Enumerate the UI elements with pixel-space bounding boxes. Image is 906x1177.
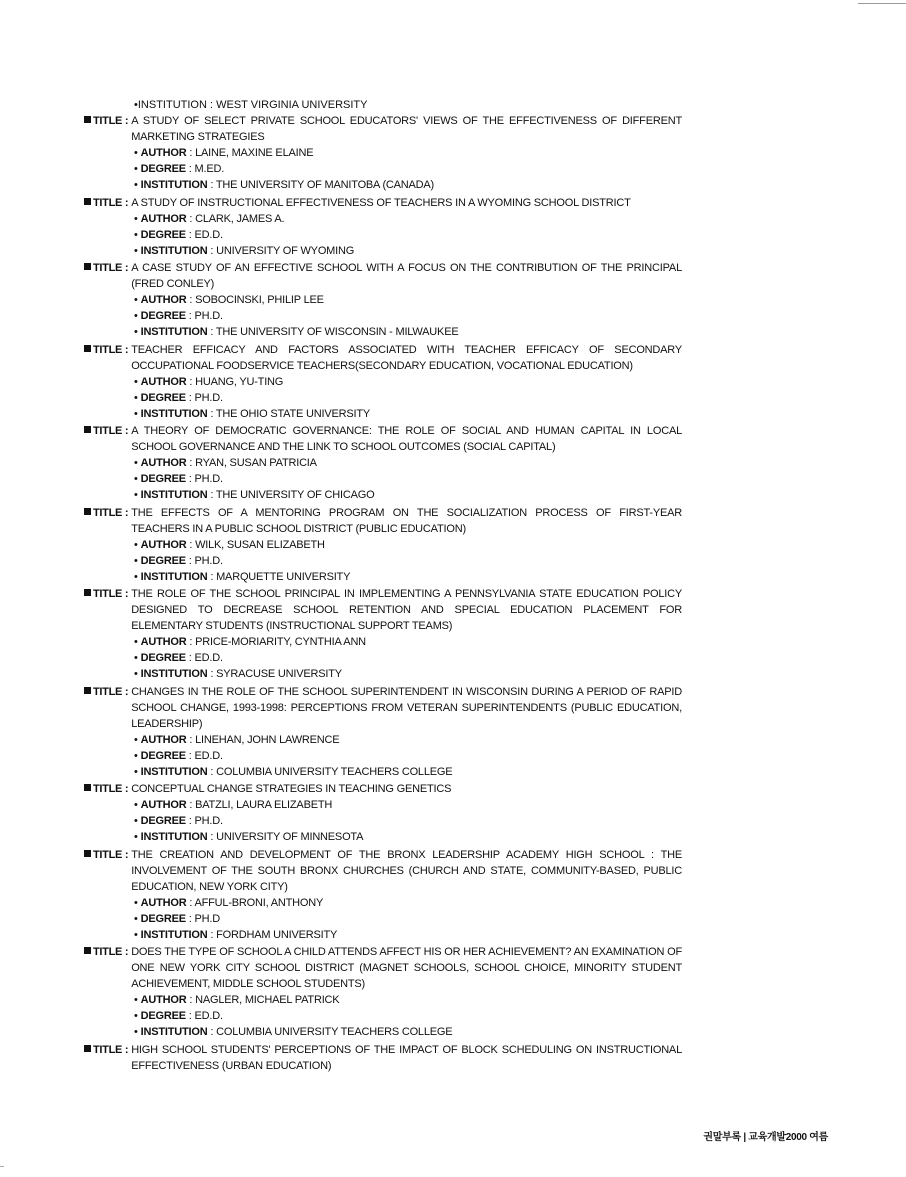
field-separator: : — [185, 749, 195, 762]
square-bullet-icon — [84, 345, 91, 352]
title-text: DOES THE TYPE OF SCHOOL A CHILD ATTENDS AFFECT HIS OR HER ACHIEVEMENT? AN EXAMINATION OF ONE NEW YORK CITY SCHOOL DISTRICT (MAGNET SCHOOLS, SCHOOL CHOICE, MINORITY STUDENT ACHIEVEMENT, MIDDLE SCHOOL STUDENTS) — [131, 946, 682, 990]
field-label: DEGREE — [140, 749, 186, 762]
degree-field — [84, 471, 682, 487]
dissertation-entry — [84, 423, 682, 503]
title-label-text: TITLE — [93, 262, 123, 274]
institution-field — [84, 243, 682, 259]
field-label: INSTITUTION — [140, 326, 208, 338]
field-value: WEST VIRGINIA UNIVERSITY — [216, 99, 368, 111]
bullet-icon: • — [134, 554, 138, 567]
author-field — [84, 895, 682, 911]
field-value: THE UNIVERSITY OF WISCONSIN - MILWAUKEE — [215, 326, 459, 338]
title-row — [84, 944, 682, 992]
title-row — [84, 342, 682, 374]
title-text: THE EFFECTS OF A MENTORING PROGRAM ON THE SOCIALIZATION PROCESS OF FIRST-YEAR TEACHERS IN A PUBLIC SCHOOL DISTRICT (PUBLIC EDUCATION) — [131, 506, 682, 535]
title-text: CONCEPTUAL CHANGE STRATEGIES IN TEACHING GENETICS — [131, 783, 452, 795]
field-value: WILK, SUSAN ELIZABETH — [195, 538, 325, 551]
field-value: BATZLI, LAURA ELIZABETH — [195, 799, 333, 811]
degree-field — [84, 390, 682, 406]
field-separator: : — [185, 1010, 195, 1022]
field-value: UNIVERSITY OF MINNESOTA — [216, 831, 364, 843]
field-separator: : — [185, 163, 195, 175]
field-value: FORDHAM UNIVERSITY — [216, 928, 338, 941]
field-value: LAINE, MAXINE ELAINE — [195, 147, 314, 159]
dissertation-entry — [84, 586, 682, 682]
title-text: THE CREATION AND DEVELOPMENT OF THE BRONX LEADERSHIP ACADEMY HIGH SCHOOL : THE INVOLVEMENT OF THE SOUTH BRONX CHURCHES (CHURCH AND STATE, COMMUNITY-BASED, PUBLIC EDUCATION, NEW YORK CITY) — [131, 848, 682, 893]
dissertation-entry — [84, 260, 682, 340]
field-separator: : — [207, 179, 216, 191]
title-separator: : — [122, 506, 129, 519]
field-value: ED.D. — [194, 749, 223, 762]
field-label: AUTHOR — [140, 294, 187, 306]
title-label — [84, 1042, 128, 1058]
bullet-icon: • — [134, 912, 138, 925]
square-bullet-icon — [84, 947, 91, 954]
field-separator: : — [186, 538, 196, 551]
title-separator: : — [122, 343, 129, 356]
title-label — [84, 342, 128, 358]
title-label — [84, 781, 128, 797]
institution-field — [84, 569, 682, 585]
field-separator: : — [207, 831, 217, 843]
field-value: AFFUL-BRONI, ANTHONY — [194, 896, 324, 909]
field-separator: : — [207, 570, 217, 583]
degree-field — [84, 227, 682, 243]
field-separator: : — [207, 244, 217, 257]
institution-field — [84, 324, 682, 340]
title-separator: : — [122, 425, 129, 437]
dissertation-entry — [84, 1042, 682, 1074]
bullet-icon: • — [134, 815, 138, 827]
bullet-icon: • — [134, 375, 138, 388]
author-field — [84, 455, 682, 471]
field-label: INSTITUTION — [140, 928, 208, 941]
field-value: ED.D. — [194, 652, 223, 664]
field-separator: : — [207, 765, 217, 778]
square-bullet-icon — [84, 784, 91, 791]
field-separator: : — [207, 668, 217, 680]
title-label-text: TITLE — [93, 425, 123, 437]
field-label: AUTHOR — [140, 212, 187, 225]
dissertation-entry — [84, 195, 682, 259]
bullet-icon: • — [134, 473, 138, 485]
title-label-text: TITLE — [93, 783, 123, 795]
degree-field — [84, 748, 682, 764]
square-bullet-icon — [84, 850, 91, 857]
field-label: AUTHOR — [140, 538, 187, 551]
field-label: INSTITUTION — [140, 489, 208, 501]
author-field — [84, 537, 682, 553]
field-value: PH.D. — [194, 815, 223, 827]
field-label: DEGREE — [140, 473, 186, 485]
field-label: INSTITUTION — [140, 179, 208, 191]
field-label: DEGREE — [140, 652, 186, 664]
field-value: PH.D. — [194, 310, 223, 322]
field-label: INSTITUTION — [140, 1026, 208, 1038]
title-label — [84, 505, 128, 521]
field-label: DEGREE — [140, 391, 186, 404]
title-label-text: TITLE — [93, 685, 123, 698]
field-separator: : — [186, 457, 196, 469]
square-bullet-icon — [84, 589, 91, 596]
title-label — [84, 684, 128, 700]
field-separator: : — [207, 1026, 217, 1038]
field-label: AUTHOR — [140, 799, 187, 811]
title-label-text: TITLE — [93, 946, 123, 958]
bullet-icon: • — [134, 457, 138, 469]
square-bullet-icon — [84, 1045, 91, 1052]
field-label: AUTHOR — [140, 457, 187, 469]
field-separator: : — [185, 912, 195, 925]
bullet-icon: • — [134, 994, 138, 1006]
field-value: UNIVERSITY OF WYOMING — [216, 244, 355, 257]
field-separator: : — [186, 375, 196, 388]
author-field — [84, 145, 682, 161]
field-value: COLUMBIA UNIVERSITY TEACHERS COLLEGE — [216, 1026, 453, 1038]
bullet-icon: • — [134, 749, 138, 762]
bullet-icon: • — [134, 212, 138, 225]
field-label: AUTHOR — [140, 733, 187, 746]
field-separator: : — [185, 391, 195, 404]
field-label: INSTITUTION — [140, 570, 208, 583]
title-label — [84, 586, 128, 602]
square-bullet-icon — [84, 116, 91, 123]
field-label: AUTHOR — [140, 375, 187, 388]
field-separator: : — [207, 489, 216, 501]
field-separator: : — [185, 815, 195, 827]
field-separator: : — [186, 147, 196, 159]
bullet-icon: • — [134, 831, 138, 843]
title-label — [84, 944, 128, 960]
bullet-icon: • — [134, 668, 138, 680]
author-field — [84, 634, 682, 650]
title-row — [84, 586, 682, 634]
bullet-icon: • — [134, 636, 138, 648]
field-separator: : — [185, 473, 195, 485]
title-row — [84, 1042, 682, 1074]
title-label — [84, 847, 128, 863]
title-label — [84, 423, 128, 439]
field-value: THE UNIVERSITY OF MANITOBA (CANADA) — [215, 179, 435, 191]
field-label: DEGREE — [140, 554, 186, 567]
field-value: NAGLER, MICHAEL PATRICK — [195, 994, 340, 1006]
title-text: A STUDY OF INSTRUCTIONAL EFFECTIVENESS OF TEACHERS IN A WYOMING SCHOOL DISTRICT — [131, 196, 631, 209]
title-label-text: TITLE — [93, 196, 123, 209]
degree-field — [84, 553, 682, 569]
degree-field — [84, 1008, 682, 1024]
degree-field — [84, 308, 682, 324]
author-field — [84, 732, 682, 748]
field-separator: : — [185, 554, 195, 567]
square-bullet-icon — [84, 198, 91, 205]
dissertation-entry — [84, 505, 682, 585]
field-value: RYAN, SUSAN PATRICIA — [195, 457, 317, 469]
bullet-icon: • — [134, 652, 138, 664]
field-label: DEGREE — [140, 815, 186, 827]
title-label — [84, 195, 128, 211]
field-separator: : — [185, 310, 195, 322]
field-label: AUTHOR — [140, 994, 187, 1006]
title-row — [84, 423, 682, 455]
field-label: AUTHOR — [140, 896, 187, 909]
author-field — [84, 992, 682, 1008]
author-field — [84, 292, 682, 308]
field-value: COLUMBIA UNIVERSITY TEACHERS COLLEGE — [216, 765, 453, 778]
field-label: INSTITUTION — [137, 99, 207, 111]
bullet-icon: • — [134, 147, 138, 159]
field-label: DEGREE — [140, 1010, 186, 1022]
title-label-text: TITLE — [93, 506, 123, 519]
title-label — [84, 260, 128, 276]
bullet-icon: • — [134, 179, 138, 191]
field-value: PRICE-MORIARITY, CYNTHIA ANN — [195, 636, 366, 648]
bullet-icon: • — [134, 896, 138, 909]
institution-field — [84, 764, 682, 780]
dissertation-entry — [84, 847, 682, 943]
title-row — [84, 505, 682, 537]
title-row — [84, 113, 682, 145]
title-label-text: TITLE — [93, 588, 123, 600]
field-value: PH.D. — [194, 391, 223, 404]
title-separator: : — [122, 1043, 129, 1056]
institution-field — [84, 666, 682, 682]
field-separator: : — [185, 652, 195, 664]
field-value: M.ED. — [194, 163, 225, 175]
field-value: LINEHAN, JOHN LAWRENCE — [195, 733, 340, 746]
bullet-icon: • — [134, 1026, 138, 1038]
title-separator: : — [122, 685, 129, 698]
bullet-icon: • — [134, 733, 138, 746]
degree-field — [84, 650, 682, 666]
field-value: SOBOCINSKI, PHILIP LEE — [195, 294, 324, 306]
title-separator: : — [122, 588, 129, 600]
title-text: TEACHER EFFICACY AND FACTORS ASSOCIATED WITH TEACHER EFFICACY OF SECONDARY OCCUPATIONAL FOODSERVICE TEACHERS(SECONDARY EDUCATION, VOCATIONAL EDUCATION) — [131, 343, 682, 372]
bullet-icon: • — [134, 489, 138, 501]
dissertation-entry — [84, 944, 682, 1040]
field-label: INSTITUTION — [140, 407, 208, 420]
page-footer: 권말부록 | 교육개발2000 여름 — [703, 1132, 828, 1143]
bullet-icon: • — [134, 228, 138, 241]
bullet-icon: • — [134, 538, 138, 551]
author-field — [84, 797, 682, 813]
title-row — [84, 684, 682, 732]
title-separator: : — [122, 196, 129, 209]
bullet-icon: • — [134, 928, 138, 941]
author-field — [84, 374, 682, 390]
field-separator: : — [186, 896, 195, 909]
square-bullet-icon — [84, 426, 91, 433]
title-label — [84, 113, 128, 129]
field-value: SYRACUSE UNIVERSITY — [216, 668, 342, 680]
field-label: AUTHOR — [140, 636, 187, 648]
field-value: PH.D — [194, 912, 220, 925]
author-field — [84, 211, 682, 227]
field-label: DEGREE — [140, 912, 186, 925]
title-text: CHANGES IN THE ROLE OF THE SCHOOL SUPERINTENDENT IN WISCONSIN DURING A PERIOD OF RAPID SCHOOL CHANGE, 1993-1998: PERCEPTIONS FROM VETERAN SUPERINTENDENTS (PUBLIC EDUCATION, LEADERSHIP) — [131, 685, 682, 730]
institution-field — [84, 1024, 682, 1040]
bullet-icon: • — [134, 244, 138, 257]
title-label-text: TITLE — [93, 1043, 123, 1056]
bullet-icon: • — [134, 163, 138, 175]
field-label: INSTITUTION — [140, 244, 208, 257]
field-separator: : — [186, 636, 196, 648]
title-label-text: TITLE — [93, 848, 123, 861]
field-value: PH.D. — [194, 554, 223, 567]
edge-mark — [0, 1166, 4, 1167]
title-separator: : — [122, 783, 129, 795]
field-label: INSTITUTION — [140, 765, 208, 778]
field-separator: : — [185, 228, 195, 241]
bullet-icon: • — [134, 407, 138, 420]
field-separator: : — [207, 928, 217, 941]
title-row — [84, 847, 682, 895]
title-row — [84, 260, 682, 292]
entries-container — [84, 113, 682, 1074]
field-label: INSTITUTION — [140, 668, 208, 680]
title-separator: : — [122, 946, 129, 958]
institution-field — [84, 927, 682, 943]
title-text: THE ROLE OF THE SCHOOL PRINCIPAL IN IMPLEMENTING A PENNSYLVANIA STATE EDUCATION POLICY DESIGNED TO DECREASE SCHOOL RETENTION AND SPECIAL EDUCATION PLACEMENT FOR ELEMENTARY STUDENTS (INSTRUCTIONAL SUPPORT TEAMS) — [131, 588, 682, 632]
degree-field — [84, 911, 682, 927]
field-separator: : — [186, 994, 196, 1006]
field-value: THE OHIO STATE UNIVERSITY — [215, 407, 370, 420]
title-separator: : — [122, 848, 129, 861]
title-text: A THEORY OF DEMOCRATIC GOVERNANCE: THE ROLE OF SOCIAL AND HUMAN CAPITAL IN LOCAL SCHOOL GOVERNANCE AND THE LINK TO SCHOOL OUTCOMES (SOCIAL CAPITAL) — [131, 425, 682, 453]
field-value: THE UNIVERSITY OF CHICAGO — [215, 489, 375, 501]
bullet-icon: • — [134, 310, 138, 322]
title-separator: : — [122, 115, 129, 127]
title-label-text: TITLE — [93, 343, 123, 356]
square-bullet-icon — [84, 263, 91, 270]
title-row — [84, 195, 682, 211]
field-separator: : — [186, 294, 196, 306]
dissertation-list — [84, 97, 682, 1075]
square-bullet-icon — [84, 687, 91, 694]
field-value: HUANG, YU-TING — [195, 375, 284, 388]
bullet-icon: • — [134, 765, 138, 778]
bullet-icon: • — [134, 99, 138, 111]
field-label: DEGREE — [140, 163, 186, 175]
institution-field — [84, 487, 682, 503]
field-value: CLARK, JAMES A. — [195, 212, 285, 225]
field-separator: : — [186, 799, 196, 811]
field-label: INSTITUTION — [140, 831, 208, 843]
bullet-icon: • — [134, 1010, 138, 1022]
field-value: ED.D. — [194, 1010, 223, 1022]
bullet-icon: • — [134, 391, 138, 404]
degree-field — [84, 813, 682, 829]
institution-field — [84, 406, 682, 422]
field-label: DEGREE — [140, 310, 186, 322]
field-label: DEGREE — [140, 228, 186, 241]
title-separator: : — [122, 262, 129, 274]
title-text: A STUDY OF SELECT PRIVATE SCHOOL EDUCATORS' VIEWS OF THE EFFECTIVENESS OF DIFFERENT MARKETING STRATEGIES — [131, 115, 682, 143]
bullet-icon: • — [134, 570, 138, 583]
degree-field — [84, 161, 682, 177]
dissertation-entry — [84, 781, 682, 845]
field-label: AUTHOR — [140, 147, 187, 159]
continued-institution-field — [84, 97, 682, 113]
field-value: ED.D. — [194, 228, 223, 241]
title-label-text: TITLE — [93, 115, 123, 127]
field-separator: : — [206, 99, 217, 111]
field-value: MARQUETTE UNIVERSITY — [216, 570, 351, 583]
dissertation-entry — [84, 342, 682, 422]
field-separator: : — [207, 326, 216, 338]
dissertation-entry — [84, 113, 682, 193]
bullet-icon: • — [134, 799, 138, 811]
institution-field — [84, 177, 682, 193]
field-value: PH.D. — [194, 473, 223, 485]
dissertation-entry — [84, 684, 682, 780]
top-rule — [858, 3, 906, 4]
square-bullet-icon — [84, 508, 91, 515]
title-row — [84, 781, 682, 797]
field-separator: : — [186, 212, 196, 225]
field-separator: : — [207, 407, 216, 420]
bullet-icon: • — [134, 326, 138, 338]
title-text: HIGH SCHOOL STUDENTS' PERCEPTIONS OF THE IMPACT OF BLOCK SCHEDULING ON INSTRUCTIONAL EFFECTIVENESS (URBAN EDUCATION) — [131, 1043, 682, 1072]
institution-field — [84, 829, 682, 845]
bullet-icon: • — [134, 294, 138, 306]
title-text: A CASE STUDY OF AN EFFECTIVE SCHOOL WITH A FOCUS ON THE CONTRIBUTION OF THE PRINCIPAL (FRED CONLEY) — [131, 262, 682, 290]
field-separator: : — [186, 733, 196, 746]
